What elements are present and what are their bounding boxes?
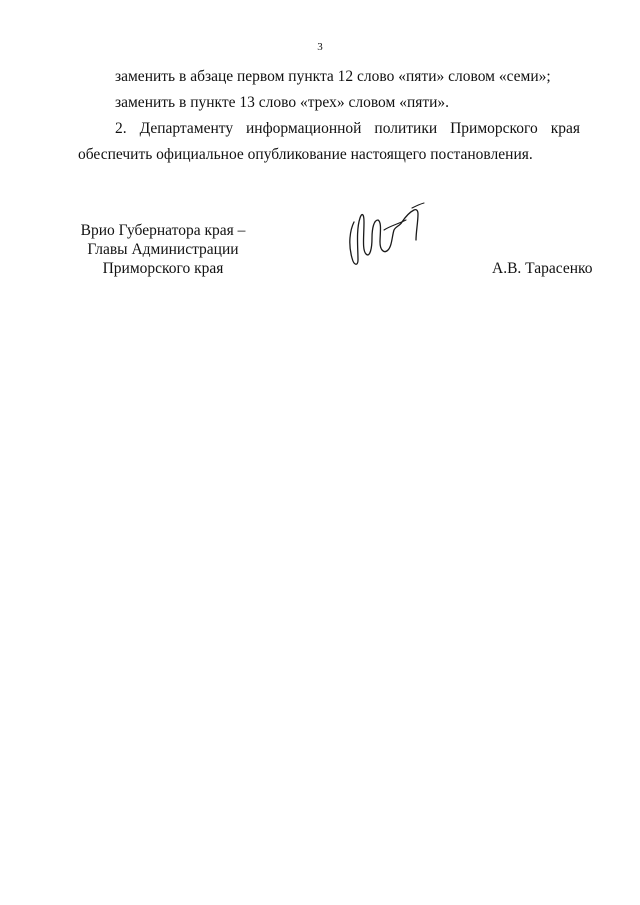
signatory-position-line: Врио Губернатора края – [80, 222, 246, 239]
handwritten-signature [340, 200, 430, 272]
page-number: 3 [317, 41, 323, 53]
paragraph-amend-item-13: заменить в пункте 13 слово «трех» словом «пяти». [115, 94, 450, 111]
paragraph-amend-item-12: заменить в абзаце первом пункта 12 слово «пяти» словом «семи»; [115, 68, 551, 85]
signatory-name: А.В. Тарасенко [492, 260, 593, 277]
signatory-position-line: Приморского края [102, 260, 224, 277]
signatory-position-line: Главы Администрации [87, 241, 239, 258]
signatory-position [73, 221, 253, 278]
paragraph-publication-order: 2. Департаменту информационной политики Приморского края обеспечить официальное опубликование настоящего постановления. [78, 120, 580, 163]
